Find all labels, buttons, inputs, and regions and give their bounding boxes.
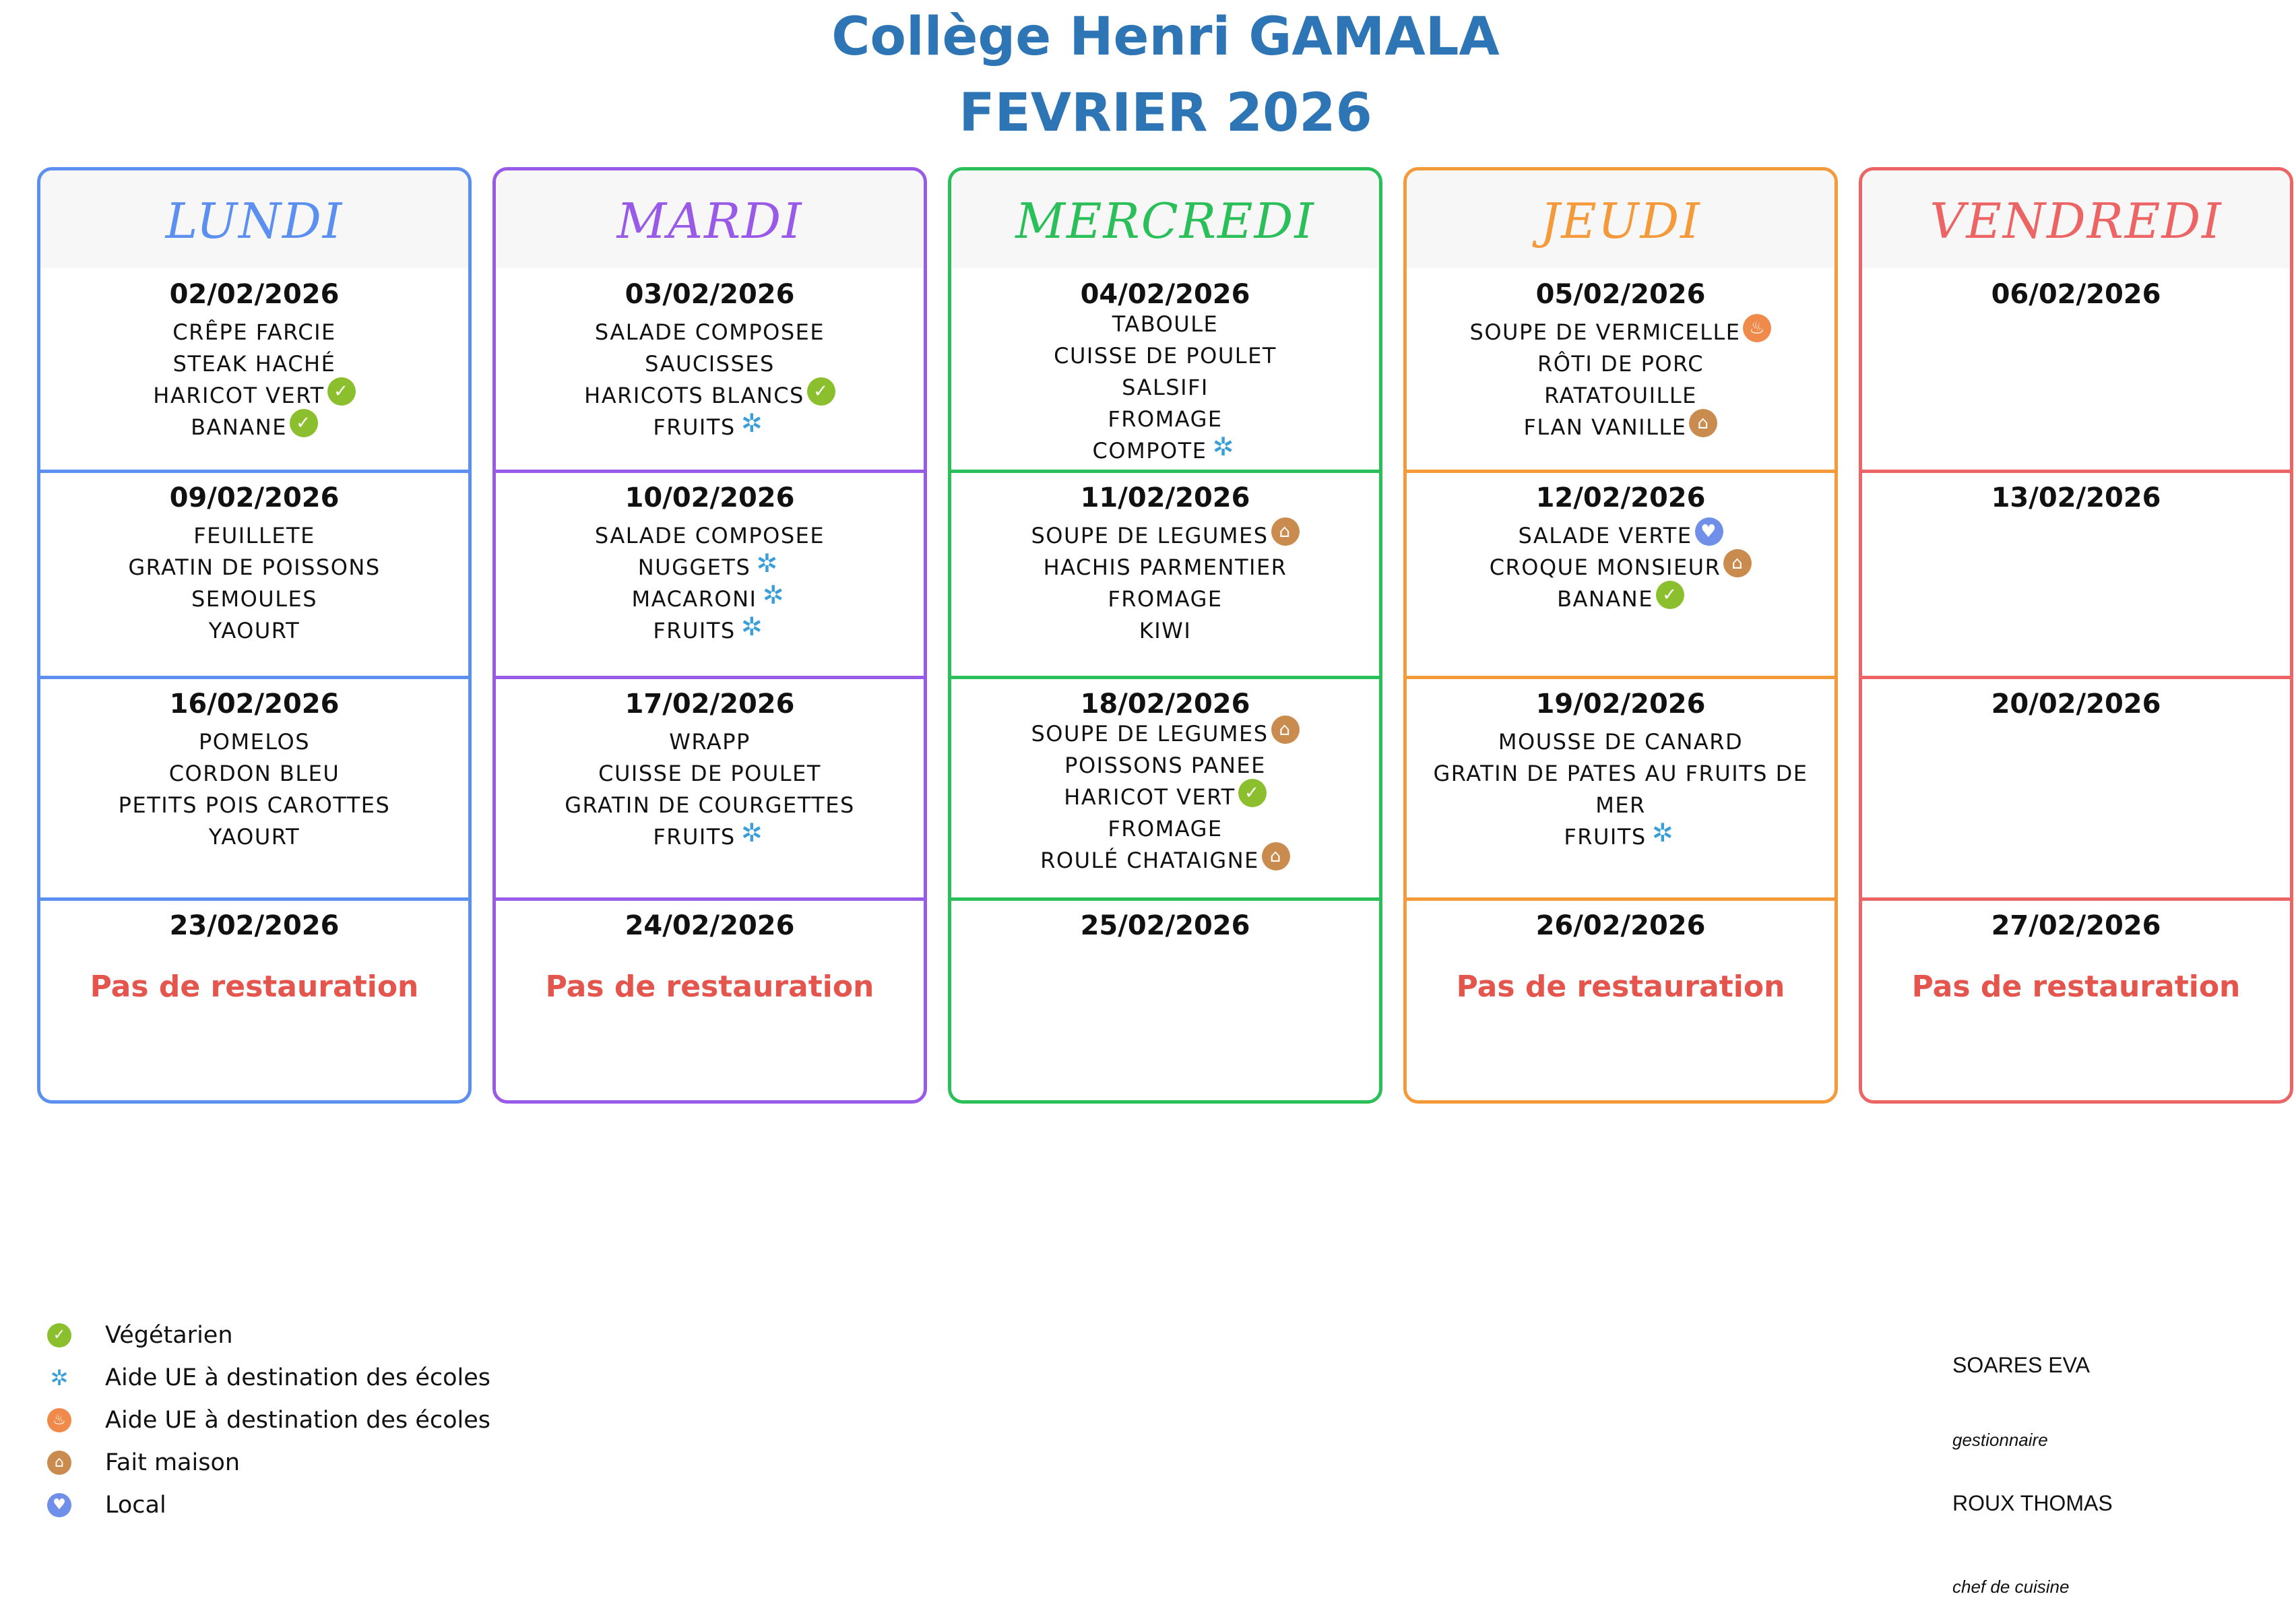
legend-label: Local: [105, 1491, 166, 1519]
day-column-lundi: [37, 167, 472, 1104]
home-icon: ⌂: [1262, 842, 1290, 870]
menu-date: 25/02/2026: [1080, 910, 1250, 941]
menu-item-label: FROMAGE: [1108, 406, 1223, 432]
menu-cell: [1862, 678, 2290, 899]
menu-items: [496, 726, 924, 853]
ue-icon: ✲: [762, 580, 786, 610]
menu-item: [496, 818, 924, 853]
menu-cell: [1862, 472, 2290, 678]
menu-item: [1407, 317, 1835, 348]
menu-item: [951, 372, 1379, 404]
menu-item: [951, 782, 1379, 813]
menu-item-label: BANANE: [1557, 586, 1653, 612]
menu-date: 09/02/2026: [169, 482, 340, 513]
menu-item: [1407, 412, 1835, 443]
menu-item-label: CROQUE MONSIEUR: [1489, 554, 1721, 580]
menu-item-label: GRATIN DE COURGETTES: [565, 792, 855, 818]
menu-item-label: FROMAGE: [1108, 586, 1223, 612]
menu-item: [951, 845, 1379, 877]
day-column-vendredi: [1859, 167, 2293, 1104]
menu-item: [951, 813, 1379, 845]
signature-role-1: gestionnaire: [1952, 1430, 2048, 1450]
menu-item-label: POMELOS: [199, 729, 310, 755]
local-icon: ♥: [47, 1493, 71, 1517]
menu-item-label: SAUCISSES: [645, 351, 775, 377]
menu-item: [40, 758, 468, 790]
menu-item-label: YAOURT: [208, 824, 300, 850]
menu-item: [1407, 380, 1835, 412]
no-service-notice: Pas de restauration: [1456, 970, 1785, 1004]
local-icon: ♥: [1695, 517, 1723, 546]
day-header: MARDI: [496, 170, 924, 268]
menu-item: [496, 612, 924, 647]
menu-items: [1407, 317, 1835, 443]
menu-item-label: KIWI: [1139, 618, 1192, 643]
menu-item: [951, 750, 1379, 782]
menu-item: [951, 583, 1379, 615]
menu-item: [951, 718, 1379, 750]
menu-item: [40, 317, 468, 348]
menu-item: [1407, 348, 1835, 380]
no-service-notice: Pas de restauration: [545, 970, 874, 1004]
veg-icon: ✓: [1656, 581, 1684, 609]
menu-item-label: SOUPE DE LEGUMES: [1031, 523, 1269, 548]
menu-item: [40, 348, 468, 380]
menu-item-label: WRAPP: [669, 729, 751, 755]
menu-item-label: SALSIFI: [1122, 375, 1209, 400]
home-icon: ⌂: [1723, 549, 1752, 577]
menu-item-label: SOUPE DE VERMICELLE: [1469, 319, 1741, 345]
menu-item: [496, 520, 924, 552]
menu-cell: [496, 268, 924, 472]
menu-item-label: ROULÉ CHATAIGNE: [1040, 848, 1259, 873]
menu-item-label: SALADE COMPOSEE: [594, 523, 825, 548]
menu-date: 06/02/2026: [1991, 279, 2161, 310]
day-header: MERCREDI: [951, 170, 1379, 268]
ue-icon: ✲: [741, 612, 764, 641]
menu-item: [40, 552, 468, 583]
menu-item-label: FROMAGE: [1108, 816, 1223, 842]
menu-cell: [1862, 268, 2290, 472]
menu-item: [40, 726, 468, 758]
no-service-notice: Pas de restauration: [90, 970, 419, 1004]
menu-date: 05/02/2026: [1535, 279, 1706, 310]
menu-item: [951, 615, 1379, 647]
menu-item: [951, 404, 1379, 435]
menu-date: 16/02/2026: [169, 689, 340, 720]
signature-name-1: SOARES EVA: [1952, 1353, 2090, 1377]
menu-item-label: FRUITS: [653, 618, 736, 643]
menu-item-label: CORDON BLEU: [168, 761, 340, 786]
menu-item: [1407, 818, 1835, 853]
day-header: LUNDI: [40, 170, 468, 268]
menu-cell: [1862, 899, 2290, 1104]
menu-date: 11/02/2026: [1080, 482, 1250, 513]
menu-item-label: FRUITS: [1564, 824, 1647, 850]
menu-cell: [40, 472, 468, 678]
menu-item: [40, 380, 468, 412]
home-icon: ⌂: [1271, 716, 1300, 744]
veg-icon: ✓: [1238, 779, 1267, 807]
menu-date: 13/02/2026: [1991, 482, 2161, 513]
legend-item: [40, 1484, 490, 1526]
menu-item-label: COMPOTE: [1092, 438, 1207, 464]
menu-cell: [1407, 678, 1835, 899]
signature-name-2: ROUX THOMAS: [1952, 1491, 2113, 1515]
ue-icon: ✲: [741, 408, 764, 438]
menu-items: [951, 718, 1379, 877]
menu-item: [40, 615, 468, 647]
ue-icon: ✲: [741, 818, 764, 848]
menu-items: [951, 520, 1379, 647]
ue2-icon: ♨: [1743, 314, 1771, 342]
menu-item-label: SALADE VERTE: [1518, 523, 1692, 548]
menu-cell: [951, 678, 1379, 899]
ue-icon: ✲: [1652, 818, 1675, 848]
menu-cell: [40, 899, 468, 1104]
menu-item-label: SOUPE DE LEGUMES: [1031, 721, 1269, 747]
menu-item-label: SEMOULES: [191, 586, 318, 612]
menu-item: [40, 790, 468, 821]
menu-item-label: HARICOT VERT: [1064, 784, 1236, 810]
menu-items: [40, 726, 468, 853]
menu-items: [1407, 520, 1835, 615]
menu-item-label: GRATIN DE PATES AU FRUITS DE MER: [1433, 761, 1808, 818]
legend: [40, 1314, 490, 1526]
menu-item: [496, 317, 924, 348]
menu-items: [40, 317, 468, 443]
menu-item: [951, 340, 1379, 372]
menu-item: [496, 580, 924, 615]
home-icon: ⌂: [1689, 409, 1717, 437]
legend-item: [40, 1441, 490, 1484]
menu-item-label: RATATOUILLE: [1544, 383, 1697, 408]
legend-label: Aide UE à destination des écoles: [105, 1406, 490, 1434]
menu-item: [1407, 758, 1835, 821]
menu-cell: [1407, 268, 1835, 472]
menu-date: 19/02/2026: [1535, 689, 1706, 720]
menu-item-label: FRUITS: [653, 824, 736, 850]
menu-item-label: MOUSSE DE CANARD: [1498, 729, 1744, 755]
menu-item-label: HARICOTS BLANCS: [584, 383, 804, 408]
menu-item: [496, 548, 924, 583]
menu-cell: [496, 678, 924, 899]
menu-cell: [496, 472, 924, 678]
ue-icon: ✲: [50, 1364, 69, 1391]
menu-item-label: TABOULE: [1112, 311, 1219, 337]
day-header: JEUDI: [1407, 170, 1835, 268]
menu-item-label: BANANE: [191, 414, 287, 440]
day-column-jeudi: [1403, 167, 1838, 1104]
menu-cell: [1407, 472, 1835, 678]
home-icon: ⌂: [1271, 517, 1300, 546]
day-header: VENDREDI: [1862, 170, 2290, 268]
menu-date: 20/02/2026: [1991, 689, 2161, 720]
menu-date: 18/02/2026: [1080, 689, 1250, 720]
menu-item: [951, 552, 1379, 583]
menu-item-label: HACHIS PARMENTIER: [1043, 554, 1287, 580]
menu-item-label: FRUITS: [653, 414, 736, 440]
menu-items: [496, 520, 924, 647]
menu-cell: [496, 899, 924, 1104]
menu-item-label: CUISSE DE POULET: [1054, 343, 1277, 369]
menu-item: [40, 412, 468, 443]
menu-items: [496, 317, 924, 443]
menu-items: [40, 520, 468, 647]
menu-item: [496, 726, 924, 758]
menu-items: [951, 309, 1379, 467]
legend-item: [40, 1314, 490, 1356]
menu-item-label: FLAN VANILLE: [1523, 414, 1687, 440]
menu-cell: [40, 678, 468, 899]
menu-item: [40, 520, 468, 552]
menu-date: 23/02/2026: [169, 910, 340, 941]
menu-date: 10/02/2026: [625, 482, 795, 513]
menu-date: 24/02/2026: [625, 910, 795, 941]
menu-item: [1407, 726, 1835, 758]
menu-date: 03/02/2026: [625, 279, 795, 310]
menu-item-label: PETITS POIS CAROTTES: [118, 792, 391, 818]
menu-item-label: YAOURT: [208, 618, 300, 643]
menu-item: [496, 790, 924, 821]
ue-icon: ✲: [1212, 432, 1236, 462]
veg-icon: ✓: [327, 377, 356, 406]
menu-item: [496, 408, 924, 443]
menu-date: 04/02/2026: [1080, 279, 1250, 310]
menu-item-label: STEAK HACHÉ: [172, 351, 336, 377]
legend-label: Fait maison: [105, 1449, 241, 1476]
menu-date: 17/02/2026: [625, 689, 795, 720]
menu-item-label: POISSONS PANEE: [1064, 753, 1266, 778]
menu-item-label: RÔTI DE PORC: [1537, 351, 1704, 377]
ue-icon: ✲: [756, 548, 779, 578]
menu-item: [40, 821, 468, 853]
menu-cell: [951, 268, 1379, 472]
menu-item-label: FEUILLETE: [193, 523, 315, 548]
veg-icon: ✓: [47, 1323, 71, 1348]
day-column-mercredi: [948, 167, 1382, 1104]
menu-item: [1407, 520, 1835, 552]
menu-cell: [1407, 899, 1835, 1104]
menu-item: [951, 432, 1379, 467]
menu-item: [496, 348, 924, 380]
menu-date: 26/02/2026: [1535, 910, 1706, 941]
ue2-icon: ♨: [47, 1408, 71, 1432]
menu-date: 27/02/2026: [1991, 910, 2161, 941]
page-title: Collège Henri GAMALA: [831, 7, 1500, 67]
legend-item: [40, 1399, 490, 1441]
day-column-mardi: [492, 167, 927, 1104]
menu-item: [951, 520, 1379, 552]
menu-item-label: CUISSE DE POULET: [598, 761, 821, 786]
menu-item-label: SALADE COMPOSEE: [594, 319, 825, 345]
menu-item: [496, 380, 924, 412]
page-subtitle: FEVRIER 2026: [959, 83, 1372, 144]
menu-item-label: GRATIN DE POISSONS: [128, 554, 381, 580]
menu-date: 02/02/2026: [169, 279, 340, 310]
home-icon: ⌂: [47, 1451, 71, 1475]
menu-cell: [40, 268, 468, 472]
menu-items: [1407, 726, 1835, 853]
menu-cell: [951, 472, 1379, 678]
legend-item: [40, 1356, 490, 1399]
signature-role-2: chef de cuisine: [1952, 1577, 2070, 1597]
menu-item-label: MACARONI: [631, 586, 757, 612]
menu-cell: [951, 899, 1379, 1104]
no-service-notice: Pas de restauration: [1911, 970, 2241, 1004]
menu-date: 12/02/2026: [1535, 482, 1706, 513]
veg-icon: ✓: [807, 377, 835, 406]
menu-item: [1407, 552, 1835, 583]
legend-label: Aide UE à destination des écoles: [105, 1364, 490, 1391]
menu-item: [496, 758, 924, 790]
menu-item: [40, 583, 468, 615]
veg-icon: ✓: [290, 409, 318, 437]
menu-item: [951, 309, 1379, 340]
menu-item: [1407, 583, 1835, 615]
legend-label: Végétarien: [105, 1321, 233, 1349]
menu-item-label: HARICOT VERT: [153, 383, 325, 408]
menu-item-label: CRÊPE FARCIE: [172, 319, 336, 345]
menu-item-label: NUGGETS: [637, 554, 751, 580]
